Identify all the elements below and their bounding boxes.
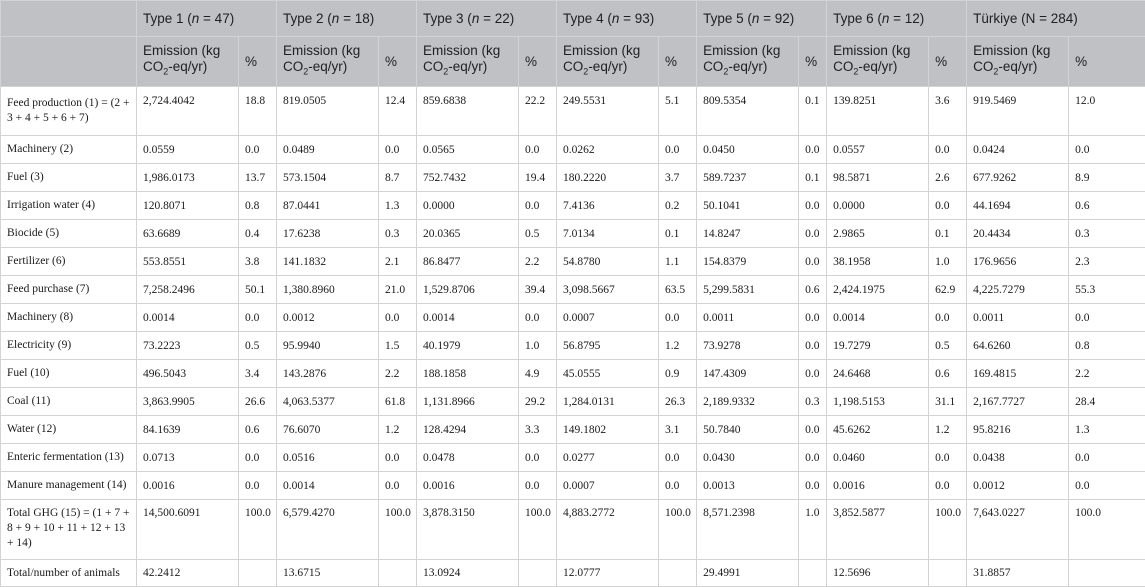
row-label: Enteric fermentation (13)	[1, 444, 137, 472]
percent-value: 61.8	[379, 388, 417, 416]
percent-value: 0.0	[379, 304, 417, 332]
percent-value: 26.3	[659, 388, 697, 416]
subheader-corner	[1, 37, 137, 87]
emission-value: 819.0505	[277, 87, 379, 136]
percent-value: 0.6	[929, 360, 967, 388]
emission-value: 120.8071	[137, 192, 239, 220]
emission-value: 20.0365	[417, 220, 519, 248]
percent-value: 100.0	[519, 500, 557, 560]
percent-value: 0.0	[1069, 304, 1145, 332]
emission-value: 677.9262	[967, 164, 1069, 192]
table-row	[1, 87, 1145, 136]
percent-value: 100.0	[659, 500, 697, 560]
emission-value: 496.5043	[137, 360, 239, 388]
emission-value: 73.2223	[137, 332, 239, 360]
emission-value: 0.0016	[417, 472, 519, 500]
emission-value: 45.0555	[557, 360, 659, 388]
row-label: Total GHG (15) = (1 + 7 + 8 + 9 + 10 + 11 + 12 + 13 + 14)	[1, 500, 137, 560]
emission-value: 147.4309	[697, 360, 799, 388]
emission-value: 29.4991	[697, 560, 799, 587]
emission-value: 42.2412	[137, 560, 239, 587]
table-row	[1, 416, 1145, 444]
percent-value: 1.5	[379, 332, 417, 360]
percent-value: 3.1	[659, 416, 697, 444]
emission-value: 86.8477	[417, 248, 519, 276]
emission-value: 249.5531	[557, 87, 659, 136]
emission-value: 17.6238	[277, 220, 379, 248]
emission-value: 0.0014	[417, 304, 519, 332]
emission-value: 0.0007	[557, 304, 659, 332]
percent-column-header: %	[929, 37, 967, 87]
percent-value	[239, 560, 277, 587]
emission-value: 7,258.2496	[137, 276, 239, 304]
emission-value: 0.0014	[827, 304, 929, 332]
percent-value: 2.2	[379, 360, 417, 388]
emission-value: 3,852.5877	[827, 500, 929, 560]
percent-value: 3.4	[239, 360, 277, 388]
percent-value	[799, 560, 827, 587]
emission-value: 44.1694	[967, 192, 1069, 220]
percent-value: 3.8	[239, 248, 277, 276]
emission-value: 45.6262	[827, 416, 929, 444]
table-row	[1, 332, 1145, 360]
group-header-type-3: Type 3 (n = 22)	[417, 1, 557, 37]
emission-value: 0.0489	[277, 136, 379, 164]
percent-value: 0.3	[379, 220, 417, 248]
percent-value: 21.0	[379, 276, 417, 304]
emission-value: 139.8251	[827, 87, 929, 136]
percent-value: 29.2	[519, 388, 557, 416]
percent-value: 0.0	[239, 304, 277, 332]
percent-value: 0.0	[929, 472, 967, 500]
emission-value: 176.9656	[967, 248, 1069, 276]
percent-column-header: %	[379, 37, 417, 87]
percent-column-header: %	[799, 37, 827, 87]
emission-value: 589.7237	[697, 164, 799, 192]
percent-value: 0.0	[379, 136, 417, 164]
percent-value: 0.3	[1069, 220, 1145, 248]
row-label: Fuel (10)	[1, 360, 137, 388]
emission-value: 6,579.4270	[277, 500, 379, 560]
emission-value: 56.8795	[557, 332, 659, 360]
percent-value: 0.0	[799, 304, 827, 332]
percent-column-header: %	[1069, 37, 1145, 87]
emission-value: 0.0012	[967, 472, 1069, 500]
percent-value: 0.9	[659, 360, 697, 388]
percent-value: 22.2	[519, 87, 557, 136]
emission-value: 0.0011	[967, 304, 1069, 332]
percent-value: 0.6	[239, 416, 277, 444]
emission-value: 2,724.4042	[137, 87, 239, 136]
emission-value: 20.4434	[967, 220, 1069, 248]
emission-value: 0.0438	[967, 444, 1069, 472]
percent-value: 100.0	[239, 500, 277, 560]
emission-value: 8,571.2398	[697, 500, 799, 560]
emission-value: 76.6070	[277, 416, 379, 444]
emission-column-header: Emission (kg $CO_2-eq/yr$)	[277, 37, 379, 87]
emission-value: 0.0012	[277, 304, 379, 332]
row-label: Electricity (9)	[1, 332, 137, 360]
percent-value: 1.0	[519, 332, 557, 360]
emission-value: 0.0450	[697, 136, 799, 164]
percent-value: 0.4	[239, 220, 277, 248]
percent-value: 0.0	[1069, 136, 1145, 164]
emission-value: 2,189.9332	[697, 388, 799, 416]
percent-value: 0.0	[659, 472, 697, 500]
emission-value: 3,098.5667	[557, 276, 659, 304]
percent-value: 3.3	[519, 416, 557, 444]
table-row	[1, 192, 1145, 220]
emission-value: 7,643.0227	[967, 500, 1069, 560]
emission-value: 0.0014	[277, 472, 379, 500]
emission-value: 0.0565	[417, 136, 519, 164]
emission-value: 38.1958	[827, 248, 929, 276]
percent-value: 26.6	[239, 388, 277, 416]
percent-value: 0.0	[799, 192, 827, 220]
percent-value: 0.0	[659, 444, 697, 472]
percent-value: 2.2	[1069, 360, 1145, 388]
emission-value: 2,167.7727	[967, 388, 1069, 416]
percent-value: 0.8	[239, 192, 277, 220]
emission-value: 7.4136	[557, 192, 659, 220]
emission-value: 128.4294	[417, 416, 519, 444]
percent-value: 0.0	[519, 472, 557, 500]
row-label: Manure management (14)	[1, 472, 137, 500]
percent-value: 0.0	[239, 136, 277, 164]
percent-value: 0.0	[1069, 444, 1145, 472]
table-row	[1, 560, 1145, 587]
emission-column-header: Emission (kg $CO_2-eq/yr$)	[417, 37, 519, 87]
emission-value: 919.5469	[967, 87, 1069, 136]
emission-value: 12.0777	[557, 560, 659, 587]
percent-value: 50.1	[239, 276, 277, 304]
table-row	[1, 136, 1145, 164]
percent-value	[659, 560, 697, 587]
emission-value: 1,380.8960	[277, 276, 379, 304]
percent-column-header: %	[239, 37, 277, 87]
emission-value: 154.8379	[697, 248, 799, 276]
emission-value: 169.4815	[967, 360, 1069, 388]
emission-value: 0.0557	[827, 136, 929, 164]
table-row	[1, 444, 1145, 472]
emission-value: 95.9940	[277, 332, 379, 360]
percent-value: 18.8	[239, 87, 277, 136]
emission-value: 0.0559	[137, 136, 239, 164]
emission-value: 1,284.0131	[557, 388, 659, 416]
row-label: Total/number of animals	[1, 560, 137, 587]
percent-value: 0.0	[799, 444, 827, 472]
percent-column-header: %	[519, 37, 557, 87]
percent-value: 1.2	[659, 332, 697, 360]
percent-value	[929, 560, 967, 587]
percent-value: 100.0	[929, 500, 967, 560]
emission-value: 4,063.5377	[277, 388, 379, 416]
emission-value: 188.1858	[417, 360, 519, 388]
emission-value: 0.0277	[557, 444, 659, 472]
percent-value: 0.0	[659, 136, 697, 164]
percent-value: 0.0	[799, 136, 827, 164]
percent-value: 0.0	[799, 332, 827, 360]
emission-value: 809.5354	[697, 87, 799, 136]
emission-value: 0.0262	[557, 136, 659, 164]
row-label: Fertilizer (6)	[1, 248, 137, 276]
emission-value: 143.2876	[277, 360, 379, 388]
percent-value: 1.3	[379, 192, 417, 220]
emission-value: 4,883.2772	[557, 500, 659, 560]
emission-column-header: Emission (kg $CO_2-eq/yr$)	[137, 37, 239, 87]
emission-value: 5,299.5831	[697, 276, 799, 304]
percent-value: 0.5	[239, 332, 277, 360]
emission-value: 149.1802	[557, 416, 659, 444]
percent-value: 2.1	[379, 248, 417, 276]
percent-value: 0.0	[659, 304, 697, 332]
emission-value: 13.0924	[417, 560, 519, 587]
percent-value: 0.0	[379, 472, 417, 500]
emission-value: 19.7279	[827, 332, 929, 360]
emission-value: 54.8780	[557, 248, 659, 276]
emission-value: 553.8551	[137, 248, 239, 276]
percent-value: 19.4	[519, 164, 557, 192]
emission-value: 7.0134	[557, 220, 659, 248]
percent-value: 12.4	[379, 87, 417, 136]
percent-value	[1069, 560, 1145, 587]
header-corner	[1, 1, 137, 37]
emission-value: 0.0460	[827, 444, 929, 472]
emission-value: 64.6260	[967, 332, 1069, 360]
percent-value: 1.2	[379, 416, 417, 444]
emission-value: 2,424.1975	[827, 276, 929, 304]
emission-value: 2.9865	[827, 220, 929, 248]
percent-value: 31.1	[929, 388, 967, 416]
emission-value: 0.0016	[827, 472, 929, 500]
emission-value: 4,225.7279	[967, 276, 1069, 304]
percent-value: 0.1	[659, 220, 697, 248]
percent-value: 0.0	[929, 192, 967, 220]
percent-value: 0.0	[799, 416, 827, 444]
percent-value: 0.1	[799, 87, 827, 136]
percent-value: 0.8	[1069, 332, 1145, 360]
emission-value: 3,863.9905	[137, 388, 239, 416]
percent-value: 5.1	[659, 87, 697, 136]
percent-value: 0.2	[659, 192, 697, 220]
row-label: Feed purchase (7)	[1, 276, 137, 304]
emission-value: 0.0013	[697, 472, 799, 500]
percent-value: 100.0	[379, 500, 417, 560]
percent-value: 0.0	[239, 444, 277, 472]
emission-value: 31.8857	[967, 560, 1069, 587]
emission-value: 14.8247	[697, 220, 799, 248]
emission-value: 98.5871	[827, 164, 929, 192]
table-row	[1, 164, 1145, 192]
row-label: Irrigation water (4)	[1, 192, 137, 220]
percent-value: 8.7	[379, 164, 417, 192]
table-row	[1, 500, 1145, 560]
percent-value: 8.9	[1069, 164, 1145, 192]
emission-value: 180.2220	[557, 164, 659, 192]
emission-value: 40.1979	[417, 332, 519, 360]
percent-value: 0.0	[929, 304, 967, 332]
emission-value: 859.6838	[417, 87, 519, 136]
percent-value: 3.6	[929, 87, 967, 136]
percent-value: 2.6	[929, 164, 967, 192]
percent-value: 100.0	[1069, 500, 1145, 560]
emission-column-header: Emission (kg $CO_2-eq/yr$)	[697, 37, 799, 87]
emission-value: 0.0007	[557, 472, 659, 500]
emission-value: 12.5696	[827, 560, 929, 587]
table-row	[1, 276, 1145, 304]
table-row	[1, 388, 1145, 416]
table-row	[1, 304, 1145, 332]
percent-value	[519, 560, 557, 587]
percent-value: 0.3	[799, 388, 827, 416]
percent-value: 0.5	[519, 220, 557, 248]
percent-value: 0.0	[519, 192, 557, 220]
emission-value: 24.6468	[827, 360, 929, 388]
emission-value: 573.1504	[277, 164, 379, 192]
group-header-type-5: Type 5 (n = 92)	[697, 1, 827, 37]
emission-value: 73.9278	[697, 332, 799, 360]
emission-value: 0.0000	[417, 192, 519, 220]
percent-value: 63.5	[659, 276, 697, 304]
emission-value: 0.0516	[277, 444, 379, 472]
group-header-type-2: Type 2 (n = 18)	[277, 1, 417, 37]
emission-value: 50.1041	[697, 192, 799, 220]
percent-value: 0.0	[519, 444, 557, 472]
row-label: Machinery (8)	[1, 304, 137, 332]
row-label: Feed production (1) = (2 + 3 + 4 + 5 + 6 + 7)	[1, 87, 137, 136]
group-header-turkiye: Türkiye (N = 284)	[967, 1, 1145, 37]
percent-value: 0.6	[1069, 192, 1145, 220]
percent-value: 0.0	[519, 304, 557, 332]
percent-value: 55.3	[1069, 276, 1145, 304]
percent-value: 1.0	[799, 500, 827, 560]
emission-value: 752.7432	[417, 164, 519, 192]
row-label: Biocide (5)	[1, 220, 137, 248]
emission-value: 0.0016	[137, 472, 239, 500]
percent-value: 1.2	[929, 416, 967, 444]
percent-value: 0.0	[799, 472, 827, 500]
table-row	[1, 220, 1145, 248]
emission-value: 63.6689	[137, 220, 239, 248]
percent-value: 0.1	[929, 220, 967, 248]
table-row	[1, 248, 1145, 276]
percent-value: 0.6	[799, 276, 827, 304]
emission-value: 0.0011	[697, 304, 799, 332]
group-header-type-4: Type 4 (n = 93)	[557, 1, 697, 37]
percent-value: 0.0	[799, 248, 827, 276]
emission-value: 0.0430	[697, 444, 799, 472]
row-label: Coal (11)	[1, 388, 137, 416]
group-header-type-6: Type 6 (n = 12)	[827, 1, 967, 37]
percent-value: 1.3	[1069, 416, 1145, 444]
emission-value: 14,500.6091	[137, 500, 239, 560]
percent-value: 1.0	[929, 248, 967, 276]
percent-value: 4.9	[519, 360, 557, 388]
percent-value: 28.4	[1069, 388, 1145, 416]
emission-value: 0.0000	[827, 192, 929, 220]
emission-value: 0.0014	[137, 304, 239, 332]
percent-value: 13.7	[239, 164, 277, 192]
percent-value	[379, 560, 417, 587]
row-label: Water (12)	[1, 416, 137, 444]
emission-value: 84.1639	[137, 416, 239, 444]
table-row	[1, 472, 1145, 500]
emission-value: 50.7840	[697, 416, 799, 444]
percent-value: 2.2	[519, 248, 557, 276]
emission-value: 1,529.8706	[417, 276, 519, 304]
emission-value: 141.1832	[277, 248, 379, 276]
percent-value: 0.0	[1069, 472, 1145, 500]
emission-value: 0.0713	[137, 444, 239, 472]
emission-column-header: Emission (kg $CO_2-eq/yr$)	[557, 37, 659, 87]
emission-value: 1,131.8966	[417, 388, 519, 416]
emission-column-header: Emission (kg $CO_2-eq/yr$)	[967, 37, 1069, 87]
percent-value: 0.5	[929, 332, 967, 360]
emission-value: 95.8216	[967, 416, 1069, 444]
emission-value: 0.0424	[967, 136, 1069, 164]
row-label: Fuel (3)	[1, 164, 137, 192]
percent-value: 0.0	[799, 360, 827, 388]
percent-value: 62.9	[929, 276, 967, 304]
percent-value: 0.0	[239, 472, 277, 500]
percent-value: 2.3	[1069, 248, 1145, 276]
percent-value: 0.0	[519, 136, 557, 164]
percent-value: 1.1	[659, 248, 697, 276]
percent-value: 0.1	[799, 164, 827, 192]
row-label: Machinery (2)	[1, 136, 137, 164]
emission-value: 87.0441	[277, 192, 379, 220]
percent-value: 39.4	[519, 276, 557, 304]
percent-value: 3.7	[659, 164, 697, 192]
percent-value: 0.0	[799, 220, 827, 248]
emission-value: 13.6715	[277, 560, 379, 587]
group-header-type-1: Type 1 (n = 47)	[137, 1, 277, 37]
emission-column-header: Emission (kg $CO_2-eq/yr$)	[827, 37, 929, 87]
percent-value: 12.0	[1069, 87, 1145, 136]
emission-value: 1,986.0173	[137, 164, 239, 192]
percent-value: 0.0	[929, 444, 967, 472]
percent-column-header: %	[659, 37, 697, 87]
emission-value: 3,878.3150	[417, 500, 519, 560]
emission-value: 1,198.5153	[827, 388, 929, 416]
percent-value: 0.0	[929, 136, 967, 164]
table-row	[1, 360, 1145, 388]
percent-value: 0.0	[379, 444, 417, 472]
emission-value: 0.0478	[417, 444, 519, 472]
